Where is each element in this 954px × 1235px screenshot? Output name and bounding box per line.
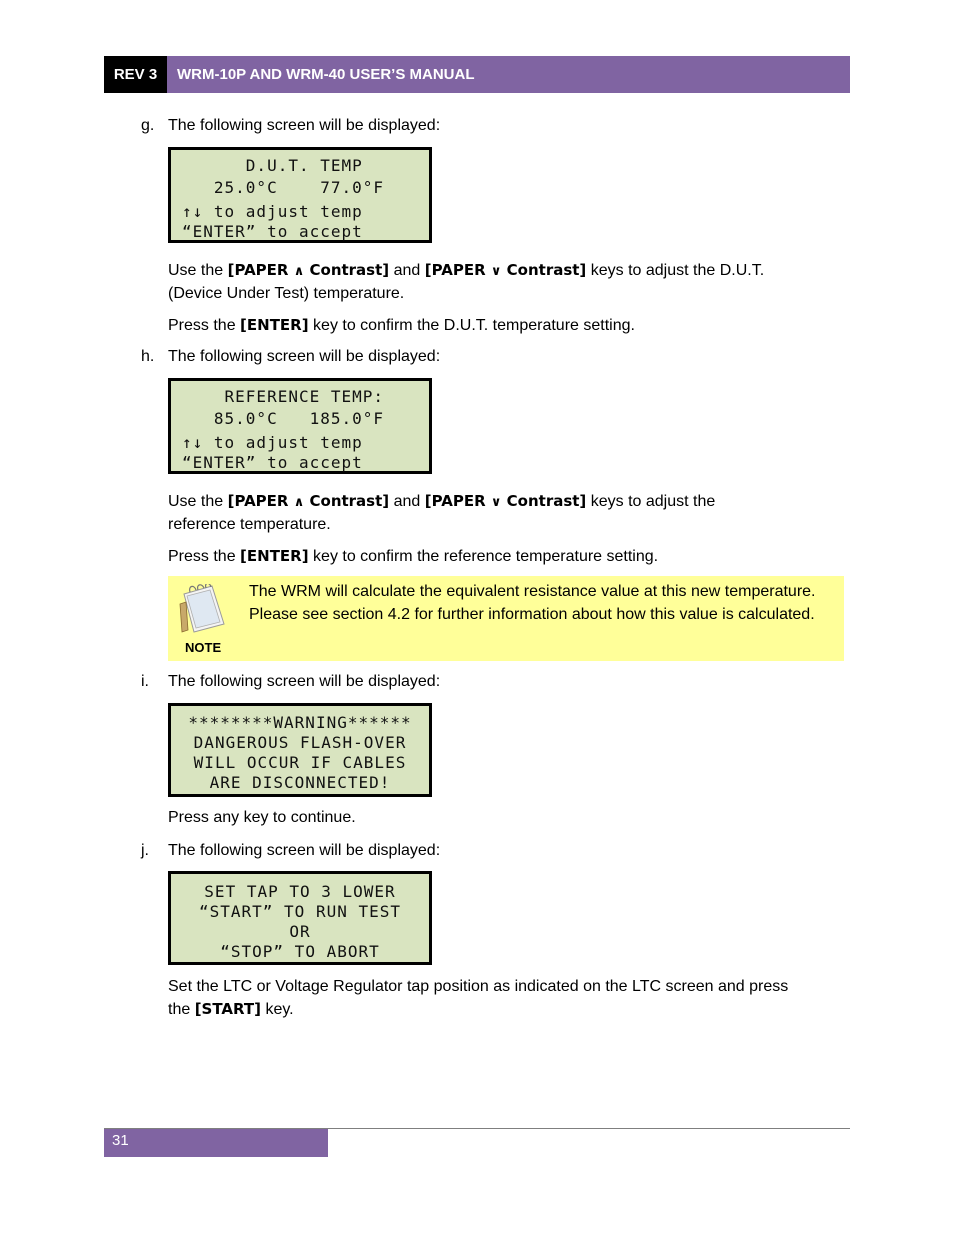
page-number: 31 (104, 1129, 328, 1157)
step-h (141, 347, 440, 367)
step-g (141, 116, 440, 136)
step-letter: i. (141, 673, 149, 690)
lcd-line: “ENTER” to accept (182, 453, 363, 472)
down-arrow-icon: ∨ (490, 495, 502, 510)
lcd-line: ********WARNING****** (188, 713, 412, 732)
lcd-line: SET TAP TO 3 LOWER (204, 882, 396, 901)
note-box (168, 576, 844, 661)
lcd-line: ↑↓ to adjust temp (182, 202, 363, 221)
lcd-line: ↑↓ to adjust temp (182, 433, 363, 452)
lcd-screen-set-tap (168, 871, 432, 965)
lcd-line: ARE DISCONNECTED! (209, 773, 391, 792)
dut-confirm-instruction: Press the [ENTER] key to confirm the D.U.T. temperature setting. (168, 316, 635, 334)
lcd-line: OR (289, 922, 311, 941)
note-label: NOTE (185, 640, 222, 655)
notepad-icon (178, 584, 230, 634)
lcd-line: “STOP” TO ABORT (220, 942, 380, 961)
manual-title: WRM-10P AND WRM-40 USER’S MANUAL (167, 56, 850, 93)
step-text: The following screen will be displayed: (168, 842, 441, 859)
step-text: The following screen will be displayed: (168, 348, 441, 365)
ref-adjust-instruction: Use the [PAPER ∧ Contrast] and [PAPER ∨ Contrast] keys to adjust the reference temperature. (168, 492, 716, 533)
lcd-line: “START” TO RUN TEST (198, 902, 402, 921)
step-letter: j. (141, 842, 149, 859)
lcd-line: 25.0°C 77.0°F (182, 178, 385, 197)
up-arrow-icon: ∧ (293, 264, 305, 279)
lcd-screen-dut-temp (168, 147, 432, 243)
step-text: The following screen will be displayed: (168, 673, 441, 690)
lcd-line: 85.0°C 185.0°F (182, 409, 385, 428)
up-arrow-icon: ∧ (293, 495, 305, 510)
lcd-line: DANGEROUS FLASH-OVER (193, 733, 407, 752)
step-j (141, 841, 440, 861)
revision-label: REV 3 (104, 56, 167, 93)
lcd-line: D.U.T. TEMP (182, 156, 363, 175)
lcd-line: WILL OCCUR IF CABLES (193, 753, 407, 772)
lcd-screen-warning (168, 703, 432, 797)
dut-adjust-instruction: Use the [PAPER ∧ Contrast] and [PAPER ∨ Contrast] keys to adjust the D.U.T. (Device Under Test) temperature. (168, 261, 765, 302)
step-text: The following screen will be displayed: (168, 117, 441, 134)
step-letter: h. (141, 348, 155, 365)
continue-instruction: Press any key to continue. (168, 809, 356, 826)
note-text: The WRM will calculate the equivalent resistance value at this new temperature. Please see section 4.2 for further information about how this value is calculated. (249, 583, 816, 623)
page-header (104, 56, 850, 93)
lcd-line: REFERENCE TEMP: (182, 387, 385, 406)
ref-confirm-instruction: Press the [ENTER] key to confirm the reference temperature setting. (168, 547, 659, 565)
lcd-line: “ENTER” to accept (182, 222, 363, 241)
step-i (141, 672, 440, 692)
set-ltc-instruction: Set the LTC or Voltage Regulator tap position as indicated on the LTC screen and press the [START] key. (168, 978, 789, 1018)
down-arrow-icon: ∨ (490, 264, 502, 279)
lcd-screen-reference-temp (168, 378, 432, 474)
step-letter: g. (141, 117, 155, 134)
